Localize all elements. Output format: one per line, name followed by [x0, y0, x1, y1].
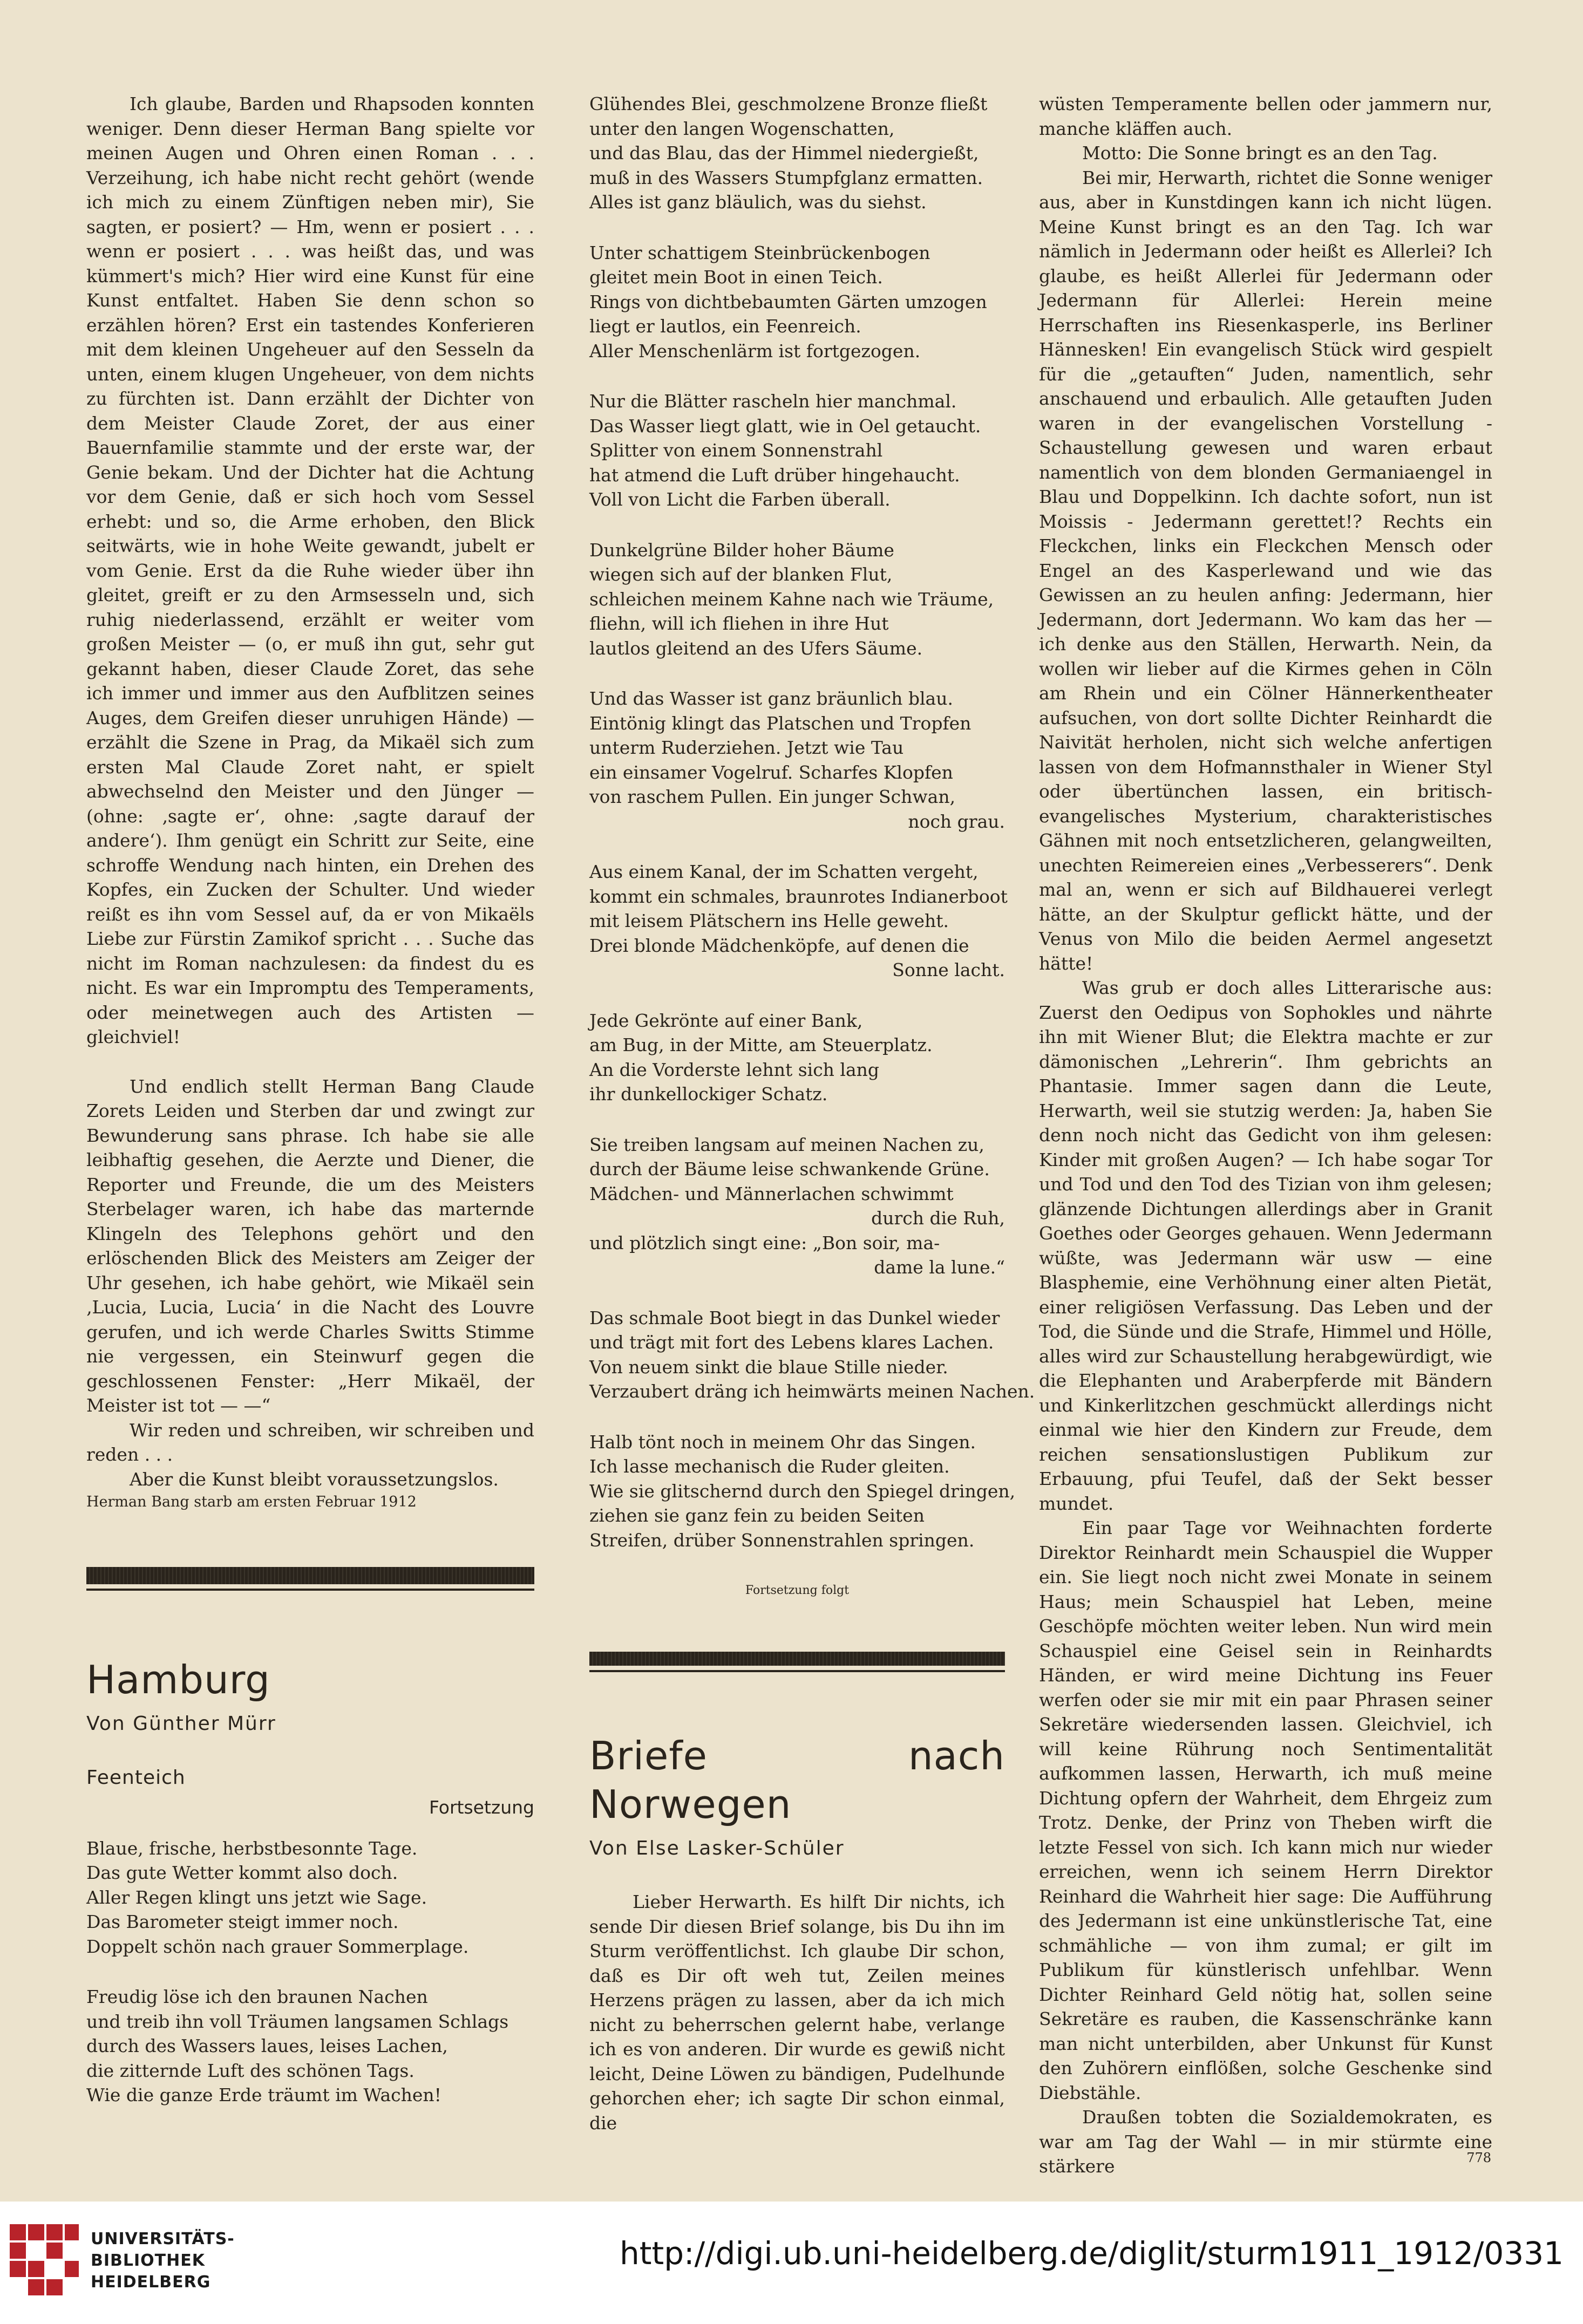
column-right [1039, 92, 1492, 2179]
poem-line: Alles ist ganz bläulich, was du siehst. [589, 192, 927, 213]
poem-line: hat atmend die Luft drüber hingehaucht. [589, 464, 960, 486]
poem-line: fliehn, will ich fliehen in ihre Hut [589, 613, 889, 634]
section-divider-thin [589, 1670, 1005, 1672]
article-byline: Von Günther Mürr [86, 1713, 276, 1735]
library-logo[interactable] [10, 2218, 235, 2309]
poem-line: Streifen, drüber Sonnenstrahlen springen. [589, 1529, 975, 1551]
poem-line: Drei blonde Mädchenköpfe, auf denen die [589, 935, 969, 956]
poem-line: Dunkelgrüne Bilder hoher Bäume [589, 539, 894, 561]
poem-line: mit leisem Plätschern ins Helle geweht. [589, 910, 949, 931]
poem-stanza [589, 1430, 1016, 1553]
poem-line: Aller Regen klingt uns jetzt wie Sage. [86, 1886, 427, 1908]
poem-line: Das Barometer steigt immer noch. [86, 1911, 399, 1932]
poem-line: Splitter von einem Sonnenstrahl [589, 440, 883, 461]
poem-line: Jede Gekrönte auf einer Bank, [589, 1010, 863, 1031]
poem-stanza [589, 389, 1005, 512]
poem-line: Wie die ganze Erde träumt im Wachen! [86, 2084, 441, 2105]
poem-line: die zitternde Luft des schönen Tags. [86, 2060, 415, 2081]
poem-line: durch des Wassers laues, leises Lachen, [86, 2035, 448, 2056]
paragraph: Aber die Kunst bleibt voraussetzungslos. [130, 1468, 499, 1490]
poem-line: Wie sie glitschernd durch den Spiegel dringen, [589, 1480, 1016, 1502]
poem-line: gleitet mein Boot in einen Teich. [589, 267, 883, 288]
paragraph: Wir reden und schreiben, wir schreiben und reden . . . [86, 1419, 534, 1465]
library-seal-icon [10, 2224, 80, 2300]
poem-stanza [86, 1985, 534, 2108]
poem-stanza [86, 1836, 534, 1959]
continued-label: Fortsetzung [429, 1797, 534, 1818]
poem-line: Das Wasser liegt glatt, wie in Oel getaucht. [589, 415, 981, 437]
paragraph: Ein paar Tage vor Weihnachten forderte Direktor Reinhardt mein Schauspiel die Wupper ein. Sie liegt noch nicht zwei Monate in seinem Haus; mein Schauspiel hat Leben, meine Geschöpfe möchten weiter leben. Nun wird mein Schauspiel eine Geisel sein in Reinhardts Händen, er wird meine Dichtung ins Feuer werfen oder sie mir mit ein paar Phrasen seiner Sekretäre wiedersenden lassen. Gleichviel, ich will keine Rührung noch Sentimentalität aufkommen lassen, Herwarth, ich muß meine Dichtung opfern der Wahrheit, dem Ehrgeiz zum Trotz. Denke, der Prinz von Theben wirft die letzte Fessel von sich. Ich kann mich nur wieder erreichen, wenn ich seinem Herrn Direktor Reinhard die Wahrheit hier sage: Die Aufführung des Jedermann ist eine unkünstlerische Tat, eine schmähliche — von ihm zumal; er gilt im Publikum für künstlerisch unfehlbar. Wenn Dichter Reinhard Geld nötig hat, sollen seine Sekretäre es rauben, die Kassenschränke kann man nicht unterbilden, aber Unkunst für Kunst den Zuhörern einflößen, solche Geschenke sind Diebstähle. [1039, 1517, 1492, 2103]
poem-line: und trägt mit fort des Lebens klares Lachen. [589, 1332, 994, 1353]
poem-line: Aus einem Kanal, der im Schatten vergeht, [589, 861, 979, 882]
footer-bar [0, 2202, 1583, 2324]
poem-line: liegt er lautlos, ein Feenreich. [589, 316, 861, 337]
poem-stanza [589, 92, 1005, 215]
poem-line: Voll von Licht die Farben überall. [589, 489, 891, 510]
paragraph: Bei mir, Herwarth, richtet die Sonne weniger aus, aber in Kunstdingen kann ich nicht lügen. Meine Kunst bringt es an den Tag. Ich war nämlich in Jedermann oder heißt es Allerlei? Ich glaube, es heißt Allerlei für Jedermann oder Jedermann für Allerlei: Herein meine Herrschaften ins Riesenkasperle, ins Berliner Hännesken! Ein evangelisch Stück wird gespielt für die „getauften“ Juden, namentlich, sehr anschauend und erbaulich. Alle getauften Juden waren in der evangelischen Vorstellung - Schaustellung gewesen und waren erbaut namentlich von dem blonden Germaniaengel in Blau und Doppelkinn. Ich dachte sofort, nun ist Moissis - Jedermann gerettet!? Rechts ein Fleckchen, links ein Fleckchen Mensch oder Engel an des Kasperlewand und wie das Gewissen an zu heulen anfing: Jedermann, hier Jedermann, dort Jedermann. Wo kam das her — ich denke aus den Ställen, Herwarth. Nein, da wollen wir lieber auf die Kirmes gehen in Cöln am Rhein und ein Cölner Hännerkentheater aufsuchen, von dort sollte Dichter Reinhardt die Naivität herholen, nicht sich welche anfertigen lassen von dem Hofmannsthaler in Wiener Styl oder übertünchen lassen, ein britisch-evangelisches Mysterium, charakteristisches Gähnen mit noch entsetzlicheren, gelangweilten, unechten Reimereien eines „Verbesserers“. Denk mal an, wenn er sich auf Bildhauerei verlegt hätte, an der Skulptur geflickt hätte, und der Venus von Milo die beiden Aermel angesetzt hätte! [1039, 167, 1492, 974]
poem-line: durch der Bäume leise schwankende Grüne. [589, 1158, 990, 1180]
poem-stanza [589, 241, 1005, 364]
poem-stanza [589, 860, 1008, 983]
paragraph: wüsten Temperamente bellen oder jammern nur, manche kläffen auch. [1039, 93, 1492, 139]
footnote: Herman Bang starb am ersten Februar 1912 [86, 1494, 417, 1510]
poem-stanza [589, 1133, 1005, 1280]
article-title-briefe: Briefe nach Norwegen [589, 1733, 1005, 1827]
poem-line: am Bug, in der Mitte, am Steuerplatz. [589, 1034, 933, 1055]
poem-line: von raschem Pullen. Ein junger Schwan, [589, 786, 956, 807]
column-middle [589, 92, 1035, 2135]
source-url[interactable]: http://digi.ub.uni-heidelberg.de/diglit/sturm1911_1912/0331 [619, 2235, 1564, 2272]
poem-line: Glühendes Blei, geschmolzene Bronze fließt [589, 93, 988, 114]
poem-line: durch die Ruh, [871, 1208, 1005, 1229]
poem-line: Blaue, frische, herbstbesonnte Tage. [86, 1837, 418, 1859]
poem-line: und treib ihn voll Träumen langsamen Schlags [86, 2011, 509, 2032]
column-left [86, 92, 534, 2134]
poem-line: unterm Ruderziehen. Jetzt wie Tau [589, 737, 904, 758]
poem-line: Und das Wasser ist ganz bräunlich blau. [589, 688, 953, 709]
poem-stanza [589, 1306, 1035, 1404]
poem-feenteich [589, 92, 1035, 1552]
continued-notice: Fortsetzung folgt [745, 1584, 850, 1597]
paragraph: Draußen tobten die Sozialdemokraten, es war am Tag der Wahl — in mir stürmte eine stärkere [1039, 2107, 1492, 2177]
poem-line: Unter schattigem Steinbrückenbogen [589, 242, 930, 263]
section-divider-thin [86, 1589, 534, 1591]
poem-line: und plötzlich singt eine: „Bon soir, ma- [589, 1232, 940, 1253]
poem-line: Eintönig klingt das Platschen und Tropfen [589, 712, 971, 734]
poem-line: Das schmale Boot biegt in das Dunkel wieder [589, 1307, 1000, 1328]
poem-line: muß in des Wassers Stumpfglanz ermatten. [589, 167, 983, 188]
poem-hamburg-start [86, 1836, 534, 2108]
poem-stanza [589, 538, 1005, 661]
poem-line: Doppelt schön nach grauer Sommerplage. [86, 1935, 469, 1957]
poem-line: An die Vorderste lehnt sich lang [589, 1059, 880, 1080]
paragraph: Ich glaube, Barden und Rhapsoden konnten weniger. Denn dieser Herman Bang spielte vor meinen Augen und Ohren einen Roman . . . Verzeihung, ich habe nicht recht gehört (wende ich mich zu einem Zünftigen neben mir), Sie sagten, er posiert? — Hm, wenn er posiert . . . wenn er posiert . . . was heißt das, und was kümmert's mich? Hier wird eine Kunst für eine Kunst entfaltet. Haben Sie denn schon so erzählen hören? Erst ein tastendes Konferieren mit dem kleinen Ungeheuer auf den Sesseln da unten, einem klugen Ungeheuer, von dem nichts zu fürchten ist. Dann erzählt der Dichter von dem Meister Claude Zoret, der aus einer Bauernfamilie stammte und der erste war, der Genie bekam. Und der Dichter hat die Achtung vor dem Genie, daß er sich hoch vom Sessel erhebt: und so, die Arme erhoben, den Blick seitwärts, wie in hohe Weite gewandt, jubelt er vom Genie. Erst da die Ruhe wieder über ihn gleitet, greift er zu den Armsesseln und, sich ruhig niederlassend, erzählt er weiter vom großen Meister — (o, er muß ihn gut, sehr gut gekannt haben, dieser Claude Zoret, das sehe ich immer und immer aus den Aufblitzen seines Auges, dem Greifen dieser unruhigen Hände) — erzählt die Szene in Prag, da Mikaël sich zum ersten Mal Claude Zoret naht, er spielt abwechselnd den Meister und den Jünger — (ohne: ‚sagte er‘, ohne: ‚sagte darauf der andere‘). Ihm genügt ein Schritt zur Seite, eine schroffe Wendung nach hinten, ein Drehen des Kopfes, ein Zucken der Schulter. Und wieder reißt es ihn vom Sessel auf, da er von Mikaëls Liebe zur Fürstin Zamikof spricht . . . Suche das nicht im Roman nachzulesen: da findest du es nicht. Es war ein Impromptu des Temperaments, oder meinetwegen auch des Artisten — gleichviel! [86, 93, 534, 1047]
article-subtitle: Feenteich [86, 1766, 186, 1789]
poem-line: ein einsamer Vogelruf. Scharfes Klopfen [589, 761, 953, 783]
poem-line: Von neuem sinkt die blaue Stille nieder. [589, 1356, 948, 1378]
paragraph: Lieber Herwarth. Es hilft Dir nichts, ich sende Dir diesen Brief solange, bis Du ihn im Sturm veröffentlichst. Ich glaube Dir schon, daß es Dir oft weh tut, Zeilen meines Herzens prägen zu lassen, aber da ich mich nicht zu beherrschen gelernt habe, verlange ich es von anderen. Dir wurde es gewiß nicht leicht, Deine Löwen zu bändigen, Pudelhunde gehorchen eher; ich sagte Dir schon einmal, die [589, 1891, 1005, 2134]
poem-line: Sonne lacht. [892, 959, 1005, 980]
poem-stanza [589, 1008, 1005, 1107]
paragraph: Was grub er doch alles Litterarische aus: Zuerst den Oedipus von Sophokles und nährte ihn mit Wiener Blut; die Elektra machte er zur dämonischen „Lehrerin“. Ihm gebrichts an Phantasie. Immer sagen dann die Leute, Herwarth, weil sie stutzig werden: Ja, haben Sie denn noch nicht das Gedicht von ihm gelesen: Kinder mit großen Augen? — Ich habe sogar Tor und Tod und den Tod des Tizian von ihm gelesen; glänzende Dichtungen allerdings aber in Granit Goethes oder Georges gehauen. Wenn Jedermann wüßte, was Jedermann wär usw — eine Blasphemie, eine Verhöhnung einer alten Pietät, einer religiösen Verfassung. Das Leben und der Tod, die Sünde und die Strafe, Himmel und Hölle, alles wird zur Schaustellung herabgewürdigt, wie die Elephanten und Araberpferde mit Bändern und Kinkerlitzchen geschmückt allerdings nicht einmal wie hier den Kindern zur Freude, dem reichen sensationslustigen Publikum zur Erbauung, pfui Teufel, daß der Sekt besser mundet. [1039, 977, 1492, 1514]
poem-line: wiegen sich auf der blanken Flut, [589, 564, 893, 585]
poem-line: ihr dunkellockiger Schatz. [589, 1083, 828, 1105]
poem-stanza [589, 686, 1005, 834]
motto: Motto: Die Sonne bringt es an den Tag. [1082, 142, 1438, 163]
article-title-hamburg: Hamburg [86, 1657, 270, 1702]
poem-line: Nur die Blätter rascheln hier manchmal. [589, 391, 957, 412]
poem-line: unter den langen Wogenschatten, [589, 118, 895, 139]
poem-line: Mädchen- und Männerlachen schwimmt [589, 1183, 954, 1204]
poem-line: kommt ein schmales, braunrotes Indianerboot [589, 885, 1008, 907]
poem-line: Ich lasse mechanisch die Ruder gleiten. [589, 1456, 950, 1477]
poem-line: Rings von dichtbebaumten Gärten umzogen [589, 291, 987, 312]
page-number: 778 [1466, 2150, 1491, 2165]
poem-line: und das Blau, das der Himmel niedergießt, [589, 142, 979, 163]
paragraph: Und endlich stellt Herman Bang Claude Zorets Leiden und Sterben dar und zwingt zur Bewunderung sans phrase. Ich habe sie alle leibhaftig gesehen, die Aerzte und Diener, die Reporter und Freunde, die um des Meisters Sterbelager waren, ich habe das marternde Klingeln des Telephons gehört und den erlöschenden Blick des Meisters am Zeiger der Uhr gesehen, ich habe gehört, wie Mikaël sein ‚Lucia, Lucia, Lucia‘ in die Nacht des Louvre gerufen, und ich werde Charles Switts Stimme nie vergessen, ein Steinwurf gegen die geschlossenen Fenster: „Herr Mikaël, der Meister ist tot — —“ [86, 1075, 534, 1416]
poem-line: Halb tönt noch in meinem Ohr das Singen. [589, 1431, 976, 1453]
library-name: UNIVERSITÄTS- BIBLIOTHEK HEIDELBERG [91, 2230, 235, 2292]
poem-line: Freudig löse ich den braunen Nachen [86, 1986, 428, 2007]
poem-line: Aller Menschenlärm ist fortgezogen. [589, 340, 921, 362]
poem-line: Sie treiben langsam auf meinen Nachen zu, [589, 1134, 984, 1155]
poem-line: Verzaubert dräng ich heimwärts meinen Nachen. [589, 1381, 1035, 1402]
poem-line: noch grau. [908, 810, 1005, 832]
section-divider [86, 1567, 534, 1584]
poem-line: Das gute Wetter kommt also doch. [86, 1862, 398, 1883]
poem-line: lautlos gleitend an des Ufers Säume. [589, 637, 923, 659]
section-divider [589, 1652, 1005, 1666]
article-byline: Von Else Lasker-Schüler [589, 1837, 845, 1859]
poem-line: ziehen sie ganz fein zu beiden Seiten [589, 1505, 925, 1526]
poem-line: schleichen meinem Kahne nach wie Träume, [589, 588, 994, 610]
poem-line: dame la lune.“ [874, 1257, 1005, 1278]
